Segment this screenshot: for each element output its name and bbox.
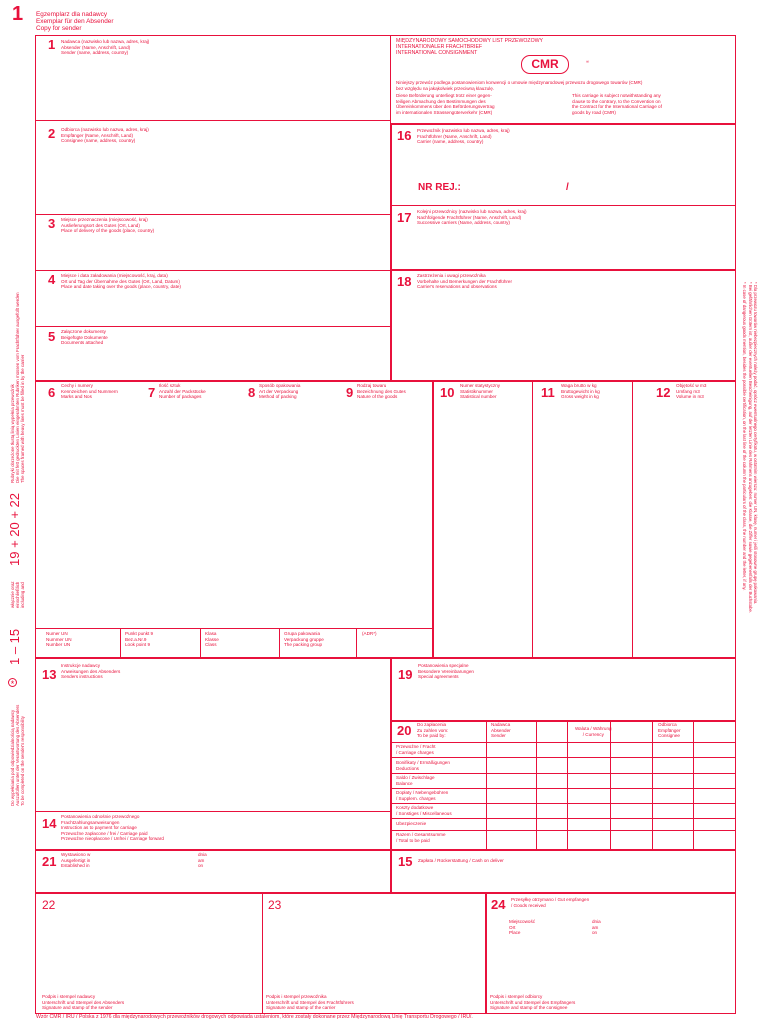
box-number: 1 [48,37,56,52]
cmr-clause-de: Diese Beförderung unterliegt trotz einer gegen- teiligen Abmachung den Bestimmungen des Übereinkommens über den Beförderungsvertrag im internationalen Strassengüterverkehr (CMR) [396,93,495,115]
box-number: 18 [397,274,412,289]
box-number: 17 [397,210,412,225]
asterisk-mark: * [8,678,17,687]
box-number: 4 [48,272,56,287]
box-7-label: Ilość sztuk Anzahl der Packstücke Number of packages [159,383,206,400]
row-supplementary-charges[interactable]: Dopłaty / Nebengebühren / Supplem. charges [396,790,449,801]
copy-label: Egzemplarz dla nadawcy Exemplar für den Absender Copy for sender [36,11,114,32]
box-23-label: Podpis i stempel przewoźnika Unterschrift und Stempel des Frachtführers Signature and stamp of the carrier [266,994,354,1011]
box-number: 2 [48,126,56,141]
registration-number-label: NR REJ.: [418,182,461,193]
cmr-title: MIĘDZYNARODOWY SAMOCHODOWY LIST PRZEWOZOWY INTERNATIONALER FRACHTBRIEF INTERNATIONAL CONSIGNMENT [396,38,543,56]
box-number: 8 [248,385,256,400]
box-number: 6 [48,385,56,400]
box-18-label: Zastrzeżenia i uwagi przewoźnika Vorbehalte und Bemerkungen der Frachtführer Carrier's reservations and observations [417,273,512,290]
box-11-label: Waga brutto w kg Bruttogewicht in kg Gross weight in kg [561,383,600,400]
cmr-clause-pl: Niniejszy przewóz podlega postanowieniom konwencji o umowie międzynarodowej przewozu drogowego towarów (CMR) bez względu na jakąkolwiek przeciwną klauzulę. [396,80,643,91]
range-1-15: 1 – 15 [7,628,22,665]
box-number: 3 [48,216,56,231]
range-19-20-22: 19 + 20 + 22 [7,492,22,566]
box-5-label: Załączone dokumenty Beigefügte Dokumente Documents attached [61,329,108,346]
right-margin-dangerous-goods-note: * Dla przewozu towarów niebezpiecznych należy podać, oprócz ewentualnego certyfikatu, w ostatnim wierszu: numer UN, klasę, numer i jeśli stosowne grupę pakowania. * Bei gefährlichen Gütern ist, außer der eventuellen Bescheinigung, auf der letzten Linie des Rahmens anzugeben: die Klasse, die Ziffer sowie gegebenenfalls der Buchstabe. * In case of dangerous goods mention, besides the possible certification, on the last line of the column the particulars of the class, the number and the letter, if any. [742,282,758,613]
cmr-logo-mark: ꟹ [586,60,590,66]
box-number: 13 [42,667,57,682]
sender-responsibility-note: Do wypełniania pod odpowiedzialnością nadawcy Auszufüllen unter der Verantwortung des Absenders To be completed on the sender's responsibility [10,704,26,806]
box-1-label: Nadawca (nazwisko lub nazwa, adres, kraj) Absender (Name, Anschrift, Land) Sender (name, address, country) [61,39,150,56]
row-total[interactable]: Razem / Gesamtsumme / Total to be paid [396,832,446,843]
box-number: 10 [440,385,455,400]
un-class-cell[interactable]: Klasa Klasse Class [205,631,219,648]
box-number: 15 [398,854,413,869]
box-10-label: Numer statystyczny Statistiknummer Statistical number [460,383,501,400]
box-number: 12 [656,385,671,400]
box-number: 24 [491,897,506,912]
box-21-date-label: dnia am on [198,852,207,869]
box-number: 14 [42,816,57,831]
row-insurance[interactable]: Ubezpieczenie [396,821,427,826]
box-22-label: Podpis i stempel nadawcy Unterschrift und Stempel des Absenders Signature and stamp of the sender [42,994,125,1011]
col-sender: Nadawca Absender Sender [491,722,511,739]
box-9-label: Rodzaj towaru Bezeichnung des Gutes Nature of the goods [357,383,406,400]
un-packing-group-cell[interactable]: Grupa pakowania Verpackung gruppe The packing group [284,631,324,648]
un-point-cell[interactable]: Punkt punkt 9 Bez.a.Nr.9 Look point 9 [125,631,154,648]
range-1-15-note: włącznie oraz einschließlich including and [10,581,26,608]
box-6-label: Cechy i numery Kennzeichen und Nummern Marks and Nos [61,383,118,400]
box-24-date-label: dnia am on [592,919,601,936]
box-24-place-label: Miejscowość Ort Place [509,919,536,936]
box-20-label: Do zapłacenia Zu zahlen vom: To be paid by: [417,722,449,739]
box-13-label: Instrukcje nadawcy Anweisungen des Absenders Senders instructions [61,663,121,680]
box-8-label: Sposób opakowania Art der Verpackung Method of packing [259,383,301,400]
carrier-fill-note: Rubryki obrzeżone tłustą linią wypełnia przewoźnik Die mit fett gedruckten Linien eingerahmten Rubriken müssen vom Frachtführer ausgefüllt werden The spaces framed with heavy lines must be filled in by the carrier [10,292,26,483]
adr-cell[interactable]: (ADR*) [362,631,377,636]
box-2-label: Odbiorca (nazwisko lub nazwa, adres, kraj) Empfänger (Name, Anschrift, Land) Consignee (name, address, country) [61,127,149,144]
box-3-label: Miejsce przeznaczenia (miejscowość, kraj) Auslieferungsort des Gutes (Ort, Land) Place of delivery of the goods (place, country) [61,217,155,234]
box-24-label: Podpis i stempel odbiorcy Unterschrift und Stempel des Empfängers Signature and stamp of the consignee [490,994,576,1011]
box-number: 11 [541,385,555,400]
row-carriage-charges[interactable]: Przewoźne / Fracht / Carriage charges [396,744,436,755]
row-deductions[interactable]: Bonifikaty / Ermäßigungen Deductions [396,760,450,771]
box-19-label: Postanowienia specjalne Besondere Vereinbarungen Special agreements [418,663,474,680]
box-number: 23 [268,898,282,912]
un-number-cell[interactable]: Numer UN Nummer UN Number UN [46,631,72,648]
box-number: 21 [42,854,57,869]
box-number: 7 [148,385,156,400]
box-number: 5 [48,329,56,344]
box-14-label: Postanowienia odnośnie przewoźnego Frachtzahlungsanweisungen Instruction as to payment for carriage Przewoźne zapłacone / frei / Carriage paid Przewoźne nieopłacone / Unfrei / Carriage forward [61,814,164,842]
box-4-label: Miejsce i data załadowania (miejscowość, kraj, data) Ort und Tag der Übernahme des Gutes (Ort, Land, Datum) Place and date taking over the goods (place, country, date) [61,273,181,290]
box-24-head: Przesyłkę otrzymano / Gut empfangen / Goods received [511,897,590,908]
col-currency: Waluta / Währung / Currency [575,726,612,737]
col-consignee: Odbiorca Empfänger Consignee [658,722,681,739]
box-16-label: Przewoźnik (nazwisko lub nazwa, adres, kraj) Frachtführer (Name, Anschrift, Land) Carrier (name, address, country) [417,128,510,145]
registration-slash: / [566,182,569,193]
box-15-label: Zapłata / Rückerstattung / Cash on deliver [418,858,504,863]
box-12-label: Objętość w m3 Umfang m3 Volume in m3 [676,383,707,400]
copy-number: 1 [12,3,24,25]
box-17-label: Kolejni przewoźnicy (nazwisko lub nazwa, adres, kraj) Nachfolgende Frachtführer (Name, Anschrift, Land) Successive carriers (Name, address, country) [417,209,527,226]
box-number: 22 [42,898,56,912]
box-number: 20 [397,723,412,738]
cmr-logo: CMR [521,55,569,74]
row-miscellaneous[interactable]: Koszty dodatkowe / Sonstiges / Miscellaneous [396,805,452,816]
row-balance[interactable]: Saldo / Zwischlage Balance [396,775,435,786]
box-number: 9 [346,385,354,400]
cmr-clause-en: This carriage is subject notwithstanding any clause to the contrary, to the Convention on the Contract for the International Carriage of goods by road (CMR) [572,93,662,115]
box-21-label: Wystawiono w Ausgefertigt in Established in [61,852,91,869]
box-number: 19 [398,667,413,682]
footer-note: Wzór CMR / IRU / Polska z 1976 dla międzynarodowych przewoźników drogowych odpowiada ustaleniom, które zostały dokonane przez Międzynarodową Unię Transportu Drogowego / IRU/. [36,1014,473,1020]
box-number: 16 [397,128,412,143]
